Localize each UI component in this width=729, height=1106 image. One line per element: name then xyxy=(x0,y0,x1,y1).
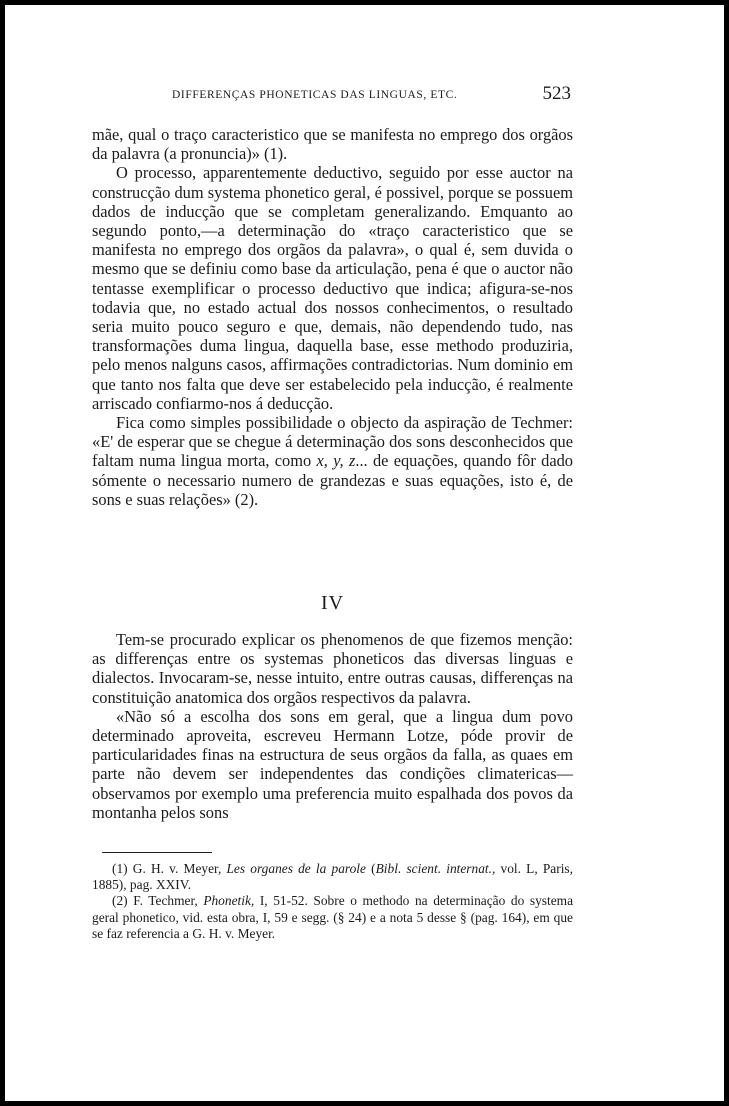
text-run: (2) F. Techmer, xyxy=(112,893,204,909)
body-text xyxy=(92,125,573,509)
text-run: ( xyxy=(365,861,376,876)
section-heading: IV xyxy=(320,592,345,614)
paragraph: «Não só a escolha dos sons em geral, que a lingua dum povo determinado aproveita, escreveu Hermann Lotze, póde provir de particularidades finas na estructura de seus orgãos da falla, as quaes em parte não devem ser independentes das condições climatericas—observamos por exemplo uma preferencia muito espalhada dos povos da montanha pelos sons xyxy=(92,706,573,822)
footnotes xyxy=(92,861,573,942)
italic-variable: y, z xyxy=(333,451,356,471)
footnote-rule xyxy=(102,852,212,853)
italic-variable: x, xyxy=(316,451,328,471)
footnote-1 xyxy=(92,861,573,893)
text-run: Fica como simples possibilidade o objecto da aspiração de Techmer: «E' de esperar que se chegue á determinação dos sons desconhecidos que faltam numa lingua morta, como xyxy=(92,413,573,471)
footnote-2 xyxy=(92,893,573,942)
series-title: Bibl. scient. internat., xyxy=(375,861,496,876)
body-text-section-iv xyxy=(92,630,573,822)
paragraph: Tem-se procurado explicar os phenomenos de que fizemos menção: as differenças entre os systemas phoneticos das diversas linguas e dialectos. Invocaram-se, nesse intuito, entre outras causas, differenças na constituição anatomica dos orgãos respectivos da palavra. xyxy=(92,630,573,707)
page-number: 523 xyxy=(542,83,571,104)
text-run: vol. L, Paris, 1885), pag. XXIV. xyxy=(92,861,573,893)
book-title: Phonetik, xyxy=(203,893,255,909)
book-title: Les organes de la parole xyxy=(226,861,366,876)
text-run: I, 51-52. Sobre o methodo na determinação do systema geral phonetico, vid. esta obra, I, 59 e segg. (§ 24) e a nota 5 desse § (pag. 164), em que se faz referencia a G. H. v. Meyer. xyxy=(92,893,574,941)
text-run: ... de equações, quando fôr dado sómente o necessario numero de grandezas e suas equações, isto é, de sons e suas relações» (2). xyxy=(92,451,573,509)
paragraph xyxy=(92,413,573,509)
running-head-title: DIFFERENÇAS PHONETICAS DAS LINGUAS, ETC. xyxy=(172,89,458,101)
text-run: (1) G. H. v. Meyer, xyxy=(112,861,227,876)
paragraph: mãe, qual o traço caracteristico que se manifesta no emprego dos orgãos da palavra (a pronuncia)» (1). xyxy=(92,125,573,164)
paragraph: O processo, apparentemente deductivo, seguido por esse auctor na construcção dum systema phonetico geral, é possivel, porque se possuem dados de inducção que se completam generalizando. Emquanto ao segundo ponto,—a determinação do «traço caracteristico que se manifesta no emprego dos orgãos da palavra», o qual é, sem duvida o mesmo que se definiu como base da articulação, pena é que o auctor não tentasse exemplificar o processo deductivo que indica; afigura-se-nos todavia que, no estado actual dos nossos conhecimentos, o resultado seria muito pouco seguro e que, demais, não dependendo tudo, nas transformações duma lingua, daquella base, esse methodo produziria, pelo menos nalguns casos, affirmações contradictorias. Num dominio em que tanto nos falta que deve ser estabelecido pela inducção, é realmente arriscado confiarmo-nos á deducção. xyxy=(92,163,573,413)
